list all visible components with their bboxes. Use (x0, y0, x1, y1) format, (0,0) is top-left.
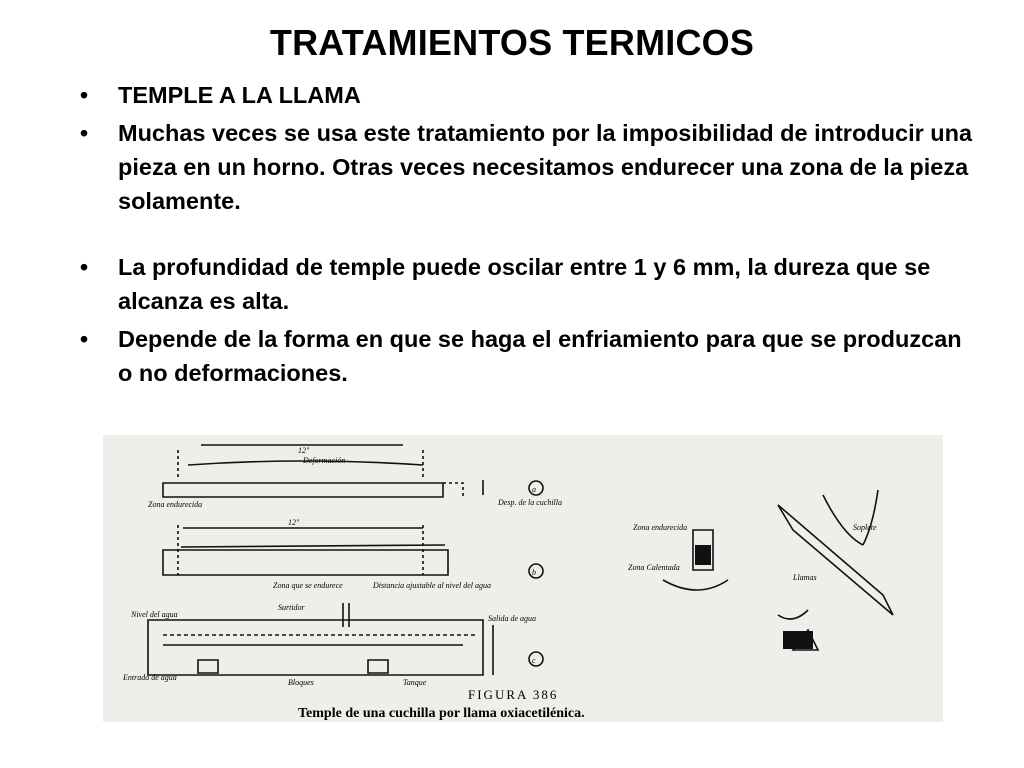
dash (443, 483, 463, 497)
annotation: Distancia ajustable al nivel del agua (373, 581, 491, 590)
flame (663, 580, 728, 590)
annotation: Zona endurecida (633, 523, 688, 532)
figure-caption: Temple de una cuchilla por llama oxiacetilénica. (298, 706, 585, 721)
annotation: Desp. de la cuchilla (498, 498, 562, 507)
annotation: Zona que se endurece (273, 581, 343, 590)
annotation: Llamas (793, 573, 817, 582)
blade-edge (181, 545, 445, 547)
annotation: Tanque (403, 678, 427, 687)
bullet-dot: • (80, 120, 89, 146)
annotation: Bloques (288, 678, 314, 687)
marker-label: c (532, 656, 536, 665)
bullet-list (78, 78, 978, 390)
bullet-text: TEMPLE A LA LLAMA (118, 82, 361, 108)
figure-drawing (103, 435, 943, 722)
blocks (198, 660, 388, 673)
annotation: Deformación (303, 456, 346, 465)
annotation: Surtidor (278, 603, 305, 612)
annotation: Nivel del agua (131, 610, 178, 619)
blade-b (163, 550, 448, 575)
bullet-text: Depende de la forma en que se haga el enfriamiento para que se produzcan o no deformaciones. (118, 326, 962, 386)
dim-label: 12" (288, 518, 300, 527)
dim-label: 12" (298, 446, 310, 455)
annotation: Zona Calentada (628, 563, 680, 572)
bullet-dot: • (80, 254, 89, 280)
annotation: Soplete (853, 523, 877, 532)
slide-title: TRATAMIENTOS TERMICOS (269, 22, 755, 63)
hardened-zone (783, 631, 813, 649)
bullet-item (78, 250, 978, 318)
bullet-text: Muchas veces se usa este tratamiento por la imposibilidad de introducir una pieza en un horno. Otras veces necesitamos endurecer una zona de la pieza solamente. (118, 120, 973, 214)
hardened-zone-small (695, 545, 711, 565)
technical-figure (103, 435, 943, 722)
annotation: Salida de agua (488, 614, 536, 623)
blade-a (163, 483, 443, 497)
torch-nozzle (343, 603, 349, 627)
figure-label: FIGURA 386 (468, 687, 559, 702)
bullet-item (78, 78, 978, 112)
marker-label: b (532, 568, 536, 577)
torch-arms (823, 490, 878, 545)
bullet-item (78, 116, 978, 218)
annotation: Entrada de agua (123, 673, 177, 682)
marker-label: a (532, 485, 536, 494)
bullet-text: La profundidad de temple puede oscilar entre 1 y 6 mm, la dureza que se alcanza es alta. (118, 254, 931, 314)
annotation: Zona endurecida (148, 500, 203, 509)
bullet-dot: • (80, 326, 89, 352)
bullet-item (78, 322, 978, 390)
bullet-dot: • (80, 82, 89, 108)
blade-angled (778, 505, 893, 615)
